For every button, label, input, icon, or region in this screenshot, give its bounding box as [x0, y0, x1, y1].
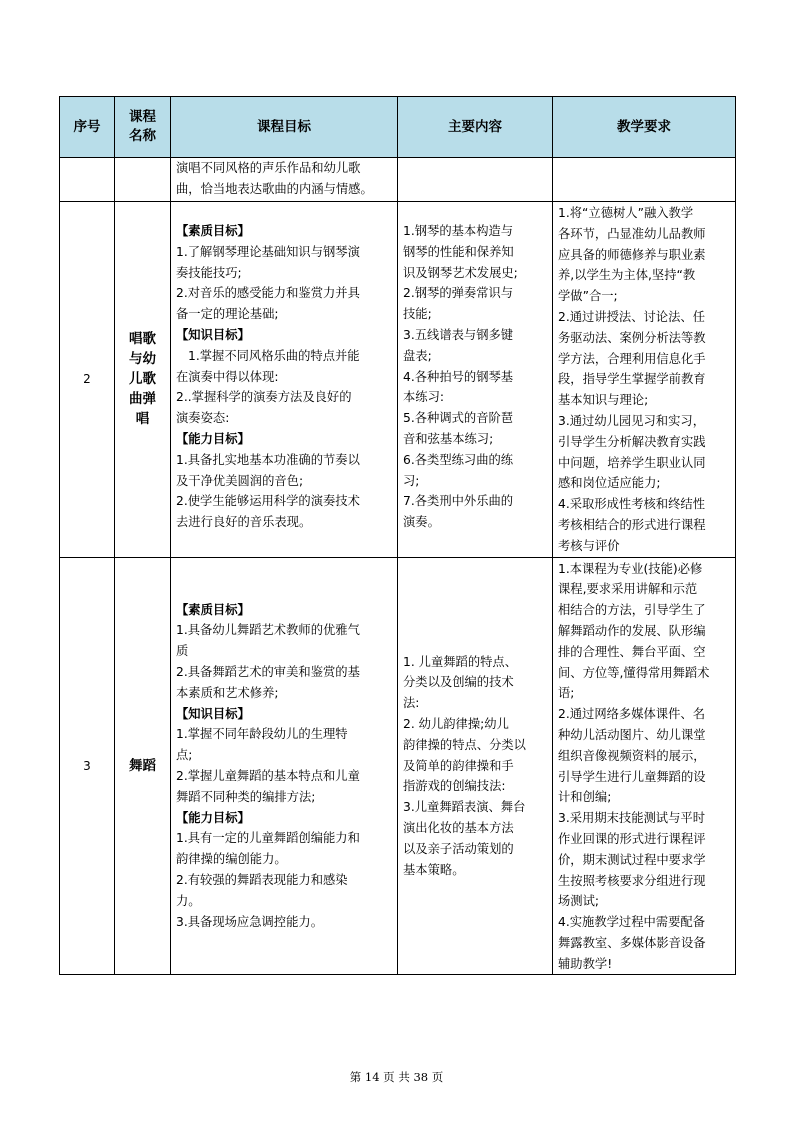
text-line: 韵律操的编创能力。 [176, 852, 287, 867]
text-line: 1. 儿童舞蹈的特点、 [403, 654, 518, 669]
text-line: 奏技能技巧; [176, 265, 242, 280]
cell-content [398, 158, 553, 202]
course-name-line: 舞蹈 [129, 758, 156, 775]
text-line: 2.使学生能够运用科学的演奏技术 [176, 494, 360, 509]
text-line: 考核相结合的形式进行课程 [558, 517, 706, 532]
text-line: 音和弦基本练习; [403, 431, 494, 446]
requirement-text [553, 202, 735, 557]
cell-requirement [553, 557, 736, 975]
text-line: 3.具备现场应急调控能力。 [176, 914, 323, 929]
cell-content [398, 202, 553, 558]
row-number: 3 [60, 557, 115, 975]
text-line: 舞蹈不同种类的编排方法; [176, 789, 316, 804]
course-name-line: 与幼 [129, 351, 156, 368]
text-line: 基本策略。 [403, 862, 465, 877]
text-line: 种幼儿活动图片、幼儿课堂 [558, 727, 706, 742]
text-line: 力。 [176, 893, 201, 908]
text-line: 及干净优美圆润的音色; [176, 473, 304, 488]
cell-requirement [553, 202, 736, 558]
text-line: 盘表; [403, 348, 432, 363]
header-name-line2: 名称 [129, 128, 156, 144]
text-line: 场测试; [558, 894, 600, 909]
text-line: 演奏姿态: [176, 411, 230, 426]
text-line: 作业回课的形式进行课程评 [558, 831, 706, 846]
text-line: 3.采用期末技能测试与平时 [558, 811, 705, 826]
text-line: 排的合理性、舞台平面、空 [558, 644, 706, 659]
header-requirement: 教学要求 [553, 97, 736, 158]
text-line: 学做”合一; [558, 289, 618, 304]
text-line: 2.具备舞蹈艺术的审美和鉴赏的基 [176, 664, 360, 679]
text-line: 应具备的师德修养与职业素 [558, 247, 706, 262]
goal-heading: 【素质目标】 [176, 224, 250, 238]
text-line: 4.采取形成性考核和终结性 [558, 497, 705, 512]
text-line: 识及钢琴艺术发展史; [403, 265, 518, 280]
header-goal: 课程目标 [171, 97, 398, 158]
course-name-line: 唱歌 [129, 331, 156, 348]
text-line: 课程,要求采用讲解和示范 [558, 582, 698, 597]
text-line: 在演奏中得以体现: [176, 369, 279, 384]
page-footer: 第 14 页 共 38 页 [349, 1070, 444, 1084]
text-line: 辅助教学! [558, 956, 613, 971]
text-line: 2.通过讲授法、讨论法、任 [558, 309, 705, 324]
text-line: 以及亲子活动策划的 [403, 841, 514, 856]
text-line: 法: [403, 696, 420, 711]
text-line: 2. 幼儿韵律操;幼儿 [403, 716, 509, 731]
text-line: 务驱动法、案例分析法等教 [558, 330, 706, 345]
goal-heading: 【能力目标】 [176, 431, 250, 446]
cell-name [115, 158, 171, 202]
table-row-continued [60, 158, 736, 202]
text-line: 及简单的韵律操和手 [403, 758, 514, 773]
row-number: 2 [60, 202, 115, 558]
text-line: 演唱不同风格的声乐作品和幼儿歌 [176, 161, 361, 175]
text-line: 感和岗位适应能力; [558, 476, 661, 491]
content-text [398, 558, 552, 881]
text-line: 1.将“立德树人”融入教学 [558, 206, 694, 220]
text-line: 本练习: [403, 390, 445, 405]
text-line: 技能; [403, 307, 432, 322]
text-line: 本素质和艺术修养; [176, 685, 279, 700]
text-line: 7.各类刑中外乐曲的 [403, 494, 514, 509]
text-line: 分类以及创编的技术 [403, 675, 514, 690]
cell-goal [171, 557, 398, 975]
header-name-line1: 课程 [129, 109, 156, 125]
text-line: 段，指导学生掌握学前教育 [558, 372, 706, 387]
goal-heading: 【知识目标】 [176, 706, 250, 721]
text-line: 1.本课程为专业(技能)必修 [558, 561, 703, 576]
text-line: 2..掌握科学的演奏方法及良好的 [176, 390, 352, 405]
text-line: 指游戏的创编技法: [403, 779, 506, 794]
goal-text [171, 202, 397, 533]
text-line: 3.通过幼儿园见习和实习， [558, 413, 705, 428]
text-line: 习; [403, 473, 420, 488]
text-line: 1.具备幼儿舞蹈艺术教师的优雅气 [176, 623, 360, 638]
text-line: 质 [176, 644, 189, 659]
text-line: 2.对音乐的感受能力和鉴赏力并具 [176, 286, 360, 301]
text-line: 1.掌握不同风格乐曲的特点并能 [188, 348, 360, 363]
text-line: 1.具有一定的儿童舞蹈创编能力和 [176, 831, 360, 846]
text-line: 2.钢琴的弹奏常识与 [403, 286, 514, 301]
text-line: 去进行良好的音乐表现。 [176, 515, 312, 530]
text-line: 6.各类型练习曲的练 [403, 452, 514, 467]
text-line: 舞露教室、多媒体影音设备 [558, 935, 706, 950]
cell-content [398, 557, 553, 975]
course-name-line: 曲弹 [129, 391, 156, 408]
text-line: 解舞蹈动作的发展、队形编 [558, 623, 706, 638]
course-name [115, 202, 171, 558]
goal-text [171, 158, 397, 200]
text-line: 钢琴的性能和保养知 [403, 244, 514, 259]
text-line: 考核与评价 [558, 538, 620, 553]
text-line: 生按照考核要求分组进行现 [558, 873, 706, 888]
text-line: 各环节，凸显准幼儿品教师 [558, 226, 706, 241]
course-name-line: 唱 [135, 411, 150, 428]
text-line: 曲，恰当地表达歌曲的内涵与情感。 [176, 181, 373, 196]
cell-requirement [553, 158, 736, 202]
text-line: 计和创编; [558, 790, 612, 805]
goal-text [171, 558, 397, 933]
text-line: 3.儿童舞蹈表演、舞台 [403, 800, 526, 815]
goal-heading: 【知识目标】 [176, 327, 250, 342]
text-line: 点; [176, 748, 193, 763]
text-line: 2.有较强的舞蹈表现能力和感染 [176, 872, 348, 887]
cell-goal [171, 158, 398, 202]
text-line: 2.掌握儿童舞蹈的基本特点和儿童 [176, 768, 360, 783]
text-line: 价，期末测试过程中要求学 [558, 852, 706, 867]
header-row [60, 97, 736, 158]
content-text [398, 202, 552, 533]
text-line: 相结合的方法，引导学生了 [558, 603, 706, 618]
text-line: 备一定的理论基础; [176, 307, 279, 322]
text-line: 4.各种拍号的钢琴基 [403, 369, 514, 384]
text-line: 2.通过网络多媒体课件、名 [558, 707, 705, 722]
goal-heading: 【素质目标】 [176, 602, 250, 617]
header-name [115, 97, 171, 158]
text-line: 3.五线谱表与钢多键 [403, 327, 514, 342]
table-row-3 [60, 557, 736, 975]
text-line: 演出化妆的基本方法 [403, 820, 514, 835]
text-line: 组织音像视频资料的展示， [558, 748, 706, 763]
header-content: 主要内容 [398, 97, 553, 158]
text-line: 1.了解钢琴理论基础知识与钢琴演 [176, 244, 360, 259]
text-line: 基本知识与理论; [558, 393, 649, 408]
requirement-text [553, 558, 735, 975]
text-line: 养,以学生为主体,坚持“教 [558, 268, 696, 283]
course-name [115, 557, 171, 975]
table-row-2 [60, 202, 736, 558]
text-line: 中问题，培养学生职业认同 [558, 455, 706, 470]
text-line: 4.实施教学过程中需要配备 [558, 915, 705, 930]
text-line: 间、方位等,懂得常用舞蹈术 [558, 665, 710, 680]
text-line: 语; [558, 686, 575, 701]
goal-heading: 【能力目标】 [176, 810, 250, 825]
text-line: 学方法，合理利用信息化手 [558, 351, 706, 366]
text-line: 1.具备扎实地基本功准确的节奏以 [176, 452, 360, 467]
text-line: 韵律操的特点、分类以 [403, 737, 526, 752]
text-line: 1.钢琴的基本构造与 [403, 224, 514, 238]
course-table [59, 96, 736, 975]
header-no: 序号 [60, 97, 115, 158]
cell-no [60, 158, 115, 202]
text-line: 演奏。 [403, 515, 440, 530]
text-line: 引导学生进行儿童舞蹈的设 [558, 769, 706, 784]
text-line: 1.掌握不同年龄段幼儿的生理特 [176, 727, 348, 742]
text-line: 引导学生分析解决教育实践 [558, 434, 706, 449]
cell-goal [171, 202, 398, 558]
text-line: 5.各种调式的音阶琶 [403, 411, 514, 426]
course-name-line: 儿歌 [129, 371, 156, 388]
